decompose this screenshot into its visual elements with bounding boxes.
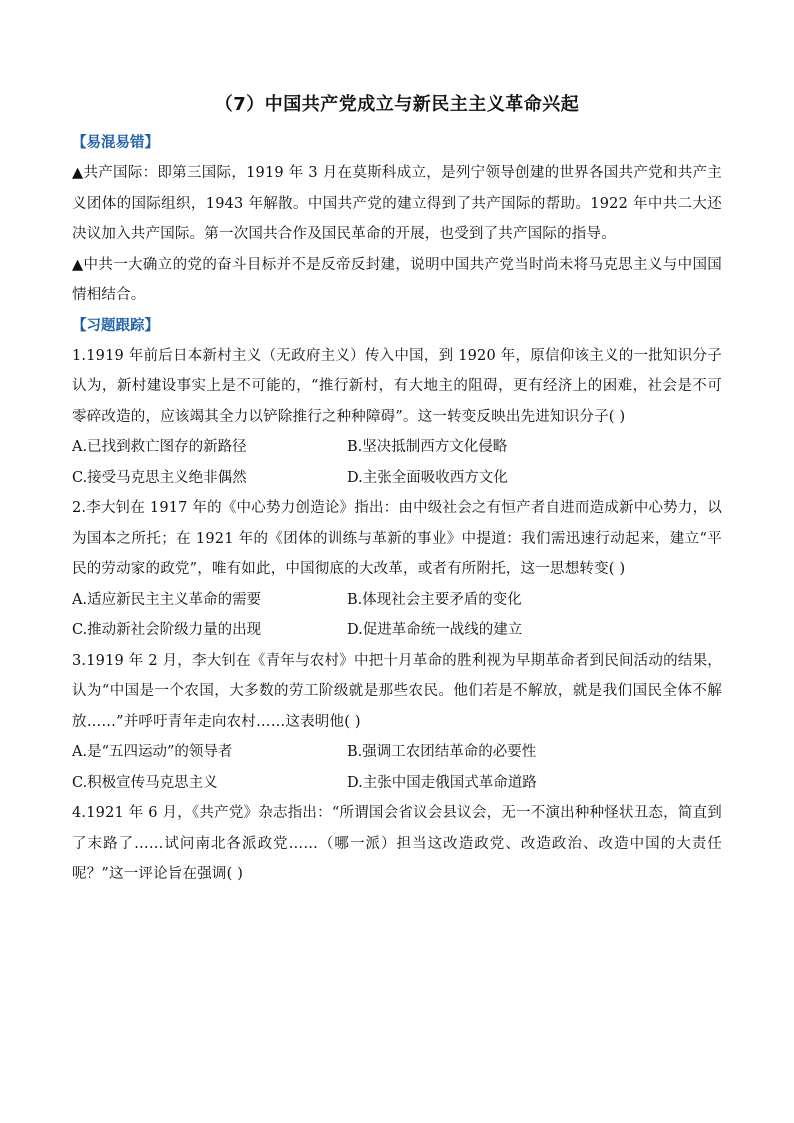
options-row [72,615,722,646]
option-a[interactable]: A.是“五四运动”的领导者 [72,744,233,760]
question-text: 1.1919 年前后日本新村主义（无政府主义）传入中国，到 1920 年，原信仰该主义的一批知识分子认为，新村建设事实上是不可能的，“推行新村，有大地主的阻碍，更有经济上的困难，社会是不可零碎改造的，应该竭其全力以铲除推行之种种障碍”。这一转变反映出先进知识分子( ) [72,347,722,425]
option-c[interactable]: C.推动新社会阶级力量的出现 [72,622,262,638]
question-2 [72,493,722,646]
question-4 [72,798,722,890]
section-heading-exercises: 【习题跟踪】 [72,317,159,334]
option-a[interactable]: A.适应新民主主义革命的需要 [72,591,262,608]
option-a[interactable]: A.已找到救亡图存的新路径 [72,439,247,455]
document-page [72,92,722,890]
paragraph-comintern: ▲共产国际：即第三国际，1919 年 3 月在莫斯科成立，是列宁领导创建的世界各国共产党和共产主义团体的国际组织，1943 年解散。中国共产党的建立得到了共产国际的帮助。1922 年中共二大还决议加入共产国际。第一次国共合作及国民革命的开展，也受到了共产国际的指导。 [72,165,722,242]
section-heading-errors: 【易混易错】 [72,135,159,151]
option-c[interactable]: C.积极宣传马克思主义 [72,774,218,791]
option-d[interactable]: D.促进革命统一战线的建立 [347,622,523,638]
options-row [72,463,722,494]
question-3 [72,646,722,799]
question-1 [72,341,722,494]
option-b[interactable]: B.强调工农团结革命的必要性 [347,744,537,760]
option-b[interactable]: B.体现社会主要矛盾的变化 [347,591,522,608]
option-d[interactable]: D.主张全面吸收西方文化 [347,469,508,486]
options-row [72,737,722,768]
option-b[interactable]: B.坚决抵制西方文化侵略 [347,439,508,455]
options-row [72,768,722,799]
question-text: 2.李大钊在 1917 年的《中心势力创造论》指出：由中级社会之有恒产者自进而造成新中心势力，以为国本之所托；在 1921 年的《团体的训练与革新的事业》中提道：我们需迅速行动起来，建立“平民的劳动家的政党”，唯有如此，中国彻底的大改革，或者有所附托，这一思想转变( ) [72,500,722,577]
question-text: 4.1921 年 6 月，《共产党》杂志指出：“所谓国会省议会县议会，无一不演出种种怪状丑态，简直到了末路了……试问南北各派政党……（哪一派）担当这改造政党、改造政治、改造中国的大责任呢？”这一评论旨在强调( ) [72,805,722,882]
options-row [72,432,722,463]
options-row [72,585,722,616]
paragraph-first-congress: ▲中共一大确立的党的奋斗目标并不是反帝反封建，说明中国共产党当时尚未将马克思主义与中国国情相结合。 [72,256,722,303]
page-title: （7）中国共产党成立与新民主主义革命兴起 [214,94,580,115]
option-c[interactable]: C.接受马克思主义绝非偶然 [72,469,247,486]
option-d[interactable]: D.主张中国走俄国式革命道路 [347,774,537,791]
question-text: 3.1919 年 2 月，李大钊在《青年与农村》中把十月革命的胜利视为早期革命者到民间活动的结果，认为“中国是一个农国，大多数的劳工阶级就是那些农民。他们若是不解放，就是我们国民全体不解放……”并呼吁青年走向农村……这表明他( ) [72,652,722,730]
